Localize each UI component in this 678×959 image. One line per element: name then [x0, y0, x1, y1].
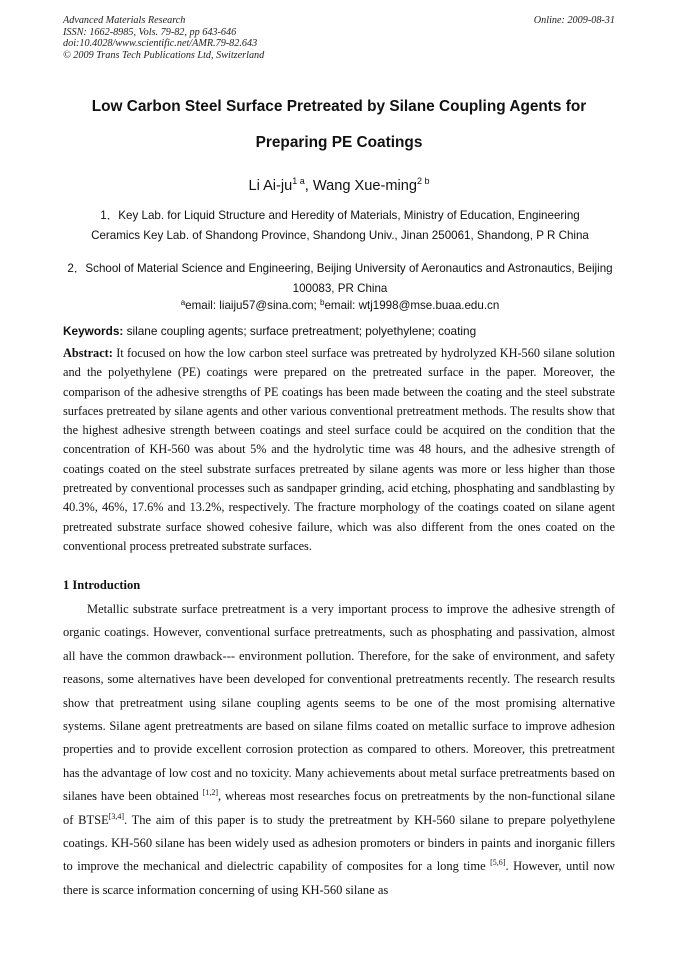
- abstract: [63, 344, 615, 556]
- keywords: [63, 324, 615, 338]
- paper-title-line-2: Preparing PE Coatings: [255, 134, 423, 151]
- intro-paragraph: [63, 598, 615, 902]
- citation-1: [1,2]: [202, 788, 218, 798]
- doi-line: doi:10.4028/www.scientific.net/AMR.79-82.643: [63, 38, 258, 50]
- author-1: Li Ai-ju: [248, 178, 293, 194]
- intro-text-2: , whereas most researches focus on pretreatments by the non-functional silane of BTSE: [63, 789, 616, 827]
- author-separator: ,: [304, 178, 313, 194]
- email-a: email: liaiju57@sina.com;: [185, 299, 321, 312]
- abstract-label: Abstract:: [63, 346, 113, 360]
- author-line: [40, 176, 638, 194]
- author-2-affil: 2 b: [417, 176, 430, 186]
- section-heading: 1 Introduction: [63, 578, 141, 592]
- author-2: Wang Xue-ming: [312, 178, 418, 194]
- copyright-line: © 2009 Trans Tech Publications Ltd, Switzerland: [63, 49, 265, 61]
- email-b: email: wtj1998@mse.buaa.edu.cn: [324, 299, 500, 312]
- citation-3: [5,6]: [490, 858, 506, 868]
- email-a-marker: a: [180, 298, 186, 307]
- email-b-marker: b: [320, 298, 325, 307]
- citation-2: [3,4]: [108, 811, 125, 821]
- abstract-text: It focused on how the low carbon steel surface was pretreated by hydrolyzed KH-560 silane solution and the polyethylene (PE) coatings were prepared on the pretreated surface in the paper. Moreover, the comparison of the adhesive strengths of PE coatings has been made between the coating and the steel substrate surfaces pretreated by silane agents and other various conventional pretreatment methods. The results show that the highest adhesive strength between coatings and steel surface could be acquired on the condition that the concentration of KH-560 was about 5% and the hydrolytic time was 48 hours, and the adhesive strength of coatings coated on the steel substrate surfaces pretreated by silane agents was more or less higher than those pretreated by conventional processes such as sandpaper grinding, acid etching, phosphating and sandblasting by 40.3%, 46%, 17.6% and 13.2%, respectively. The fracture morphology of the coatings coated on silane agent pretreated substrate surface showed cohesive failure, which was also different from the ones coated on the conventional process pretreated substrate surfaces.: [63, 346, 615, 553]
- intro-text-3: . The aim of this paper is to study the pretreatment by KH-560 silane to prepare polyethylene coatings. KH-560 silane has been widely used as adhesion promoters or binders in paints and inorganic fillers to improve the mechanical and dielectric capability of composites for a long time: [63, 812, 616, 874]
- issn-line: ISSN: 1662-8985, Vols. 79-82, pp 643-646: [63, 26, 237, 38]
- journal-name: Advanced Materials Research: [63, 15, 186, 26]
- paper-title-line-1: Low Carbon Steel Surface Pretreated by Silane Coupling Agents for: [91, 98, 587, 115]
- keywords-text: silane coupling agents; surface pretreatment; polyethylene; coating: [123, 324, 477, 338]
- intro-text-4: . However, until now there is scarce information concerning of using KH-560 silane as: [63, 859, 615, 897]
- intro-text-1: Metallic substrate surface pretreatment is a very important process to improve the adhesive strength of organic coatings. However, conventional surface pretreatments, such as phosphating and passivation, almost all have the common drawback--- environment pollution. Therefore, for the sake of environment, and safety reasons, some alternatives have been developed for conventional pretreatments recently. The research results show that pretreatment using silane coupling agents seems to be one of the most promising alternative systems. Silane agent pretreatments are based on silane films coated on metallic surface to improve adhesion properties and to provide excellent corrosion protection as compared to others. Moreover, this pretreatment has the advantage of low cost and no toxicity. Many achievements about metal surface pretreatments based on silanes have been obtained: [63, 602, 615, 804]
- author-1-affil: 1 a: [292, 176, 305, 186]
- online-date: Online: 2009-08-31: [533, 15, 615, 26]
- affiliation-1: 1．Key Lab. for Liquid Structure and Heredity of Materials, Ministry of Education, Engineering Ceramics Key Lab. of Shandong Province, Shandong Univ., Jinan 250061, Shandong, P R China: [91, 209, 589, 242]
- affiliation-2: 2．School of Material Science and Engineering, Beijing University of Aeronautics and Astronautics, Beijing 100083, PR China: [67, 262, 613, 295]
- keywords-label: Keywords:: [63, 324, 124, 338]
- journal-header: [63, 15, 615, 61]
- email-line: [62, 293, 618, 316]
